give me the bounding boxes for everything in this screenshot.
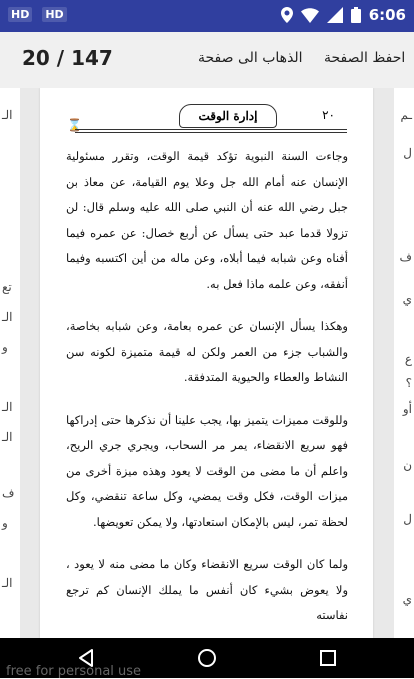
hourglass-icon: ⌛ xyxy=(67,118,82,132)
page-body xyxy=(66,144,348,638)
paragraph: وجاءت السنة النبوية تؤكد قيمة الوقت، وتقرر مسئولية الإنسان عنه أمام الله جل وعلا يوم القيامة، عن معاذ بن جبل رضي الله عنه أن النبي صلى الله عليه وسلم قال: لن تزولا قدما عبد حتى يسأل عن أربع خصال: عن عمره فيما أفناه وعن شبابه فيما أبلاه، وعن ماله من أين اكتسبه وفيما أنفقه، وعن علمه ماذا فعل به. xyxy=(66,149,348,291)
book-page xyxy=(40,88,373,638)
recent-square-icon xyxy=(314,646,342,670)
status-right-icons xyxy=(281,6,406,24)
wifi-icon xyxy=(301,7,319,23)
paragraph: وهكذا يسأل الإنسان عن عمره بعامة، وعن شبابه بخاصة، والشباب جزء من العمر ولكن له قيمة متميزة لكونه سن النشاط والعطاء والحيوية المتدفقة. xyxy=(66,319,348,384)
paragraph: ولما كان الوقت سريع الانقضاء وكان ما مضى منه لا يعود ، ولا يعوض بشيء كان أنفس ما يملك الإنسان كم ترجع نفاسته xyxy=(66,557,348,622)
status-time: 6:06 xyxy=(368,6,406,24)
hd-icon: HD xyxy=(42,7,66,22)
page-number: ٢٠ xyxy=(322,108,335,122)
save-page-button[interactable]: احفظ الصفحة xyxy=(324,50,406,66)
next-page-edge[interactable]: ـم ل ف ي ع ؟ أو ن ل ي xyxy=(394,88,414,638)
paragraph: وللوقت مميزات يتميز بها، يجب علينا أن نذكرها حتى إدراكها فهو سريع الانقضاء، يمر مر السحاب، ويجري جري الريح، واعلم أن ما مضى من الوقت لا يعود وهذه ميزة أخرى من ميزات الوقت، فكل وقت يمضي، وكل ساعة تنقضي، وكل لحظة تمر، ليس بالإمكان استعادتها، ولا يمكن تعويضها. xyxy=(66,412,348,529)
battery-icon xyxy=(351,7,361,23)
previous-page-edge[interactable]: الـ تع الـ و الـ الـ ف و الـ xyxy=(0,88,20,638)
hd-icon: HD xyxy=(8,7,32,22)
signal-icon xyxy=(327,7,343,23)
location-icon xyxy=(281,7,293,23)
page-header xyxy=(67,100,347,132)
book-reader[interactable] xyxy=(0,88,414,638)
status-bar xyxy=(0,0,414,32)
header-divider xyxy=(75,132,347,133)
recent-apps-button[interactable] xyxy=(314,646,342,670)
page-counter: 20 / 147 xyxy=(22,46,113,70)
home-circle-icon xyxy=(193,646,221,670)
goto-page-button[interactable]: الذهاب الى صفحة xyxy=(198,50,303,66)
status-left-icons xyxy=(8,7,67,22)
header-divider xyxy=(75,129,347,130)
watermark: free for personal use xyxy=(6,664,142,679)
toolbar xyxy=(0,32,414,89)
header-title-ribbon: إدارة الوقت xyxy=(179,104,277,128)
home-button[interactable] xyxy=(193,646,221,670)
